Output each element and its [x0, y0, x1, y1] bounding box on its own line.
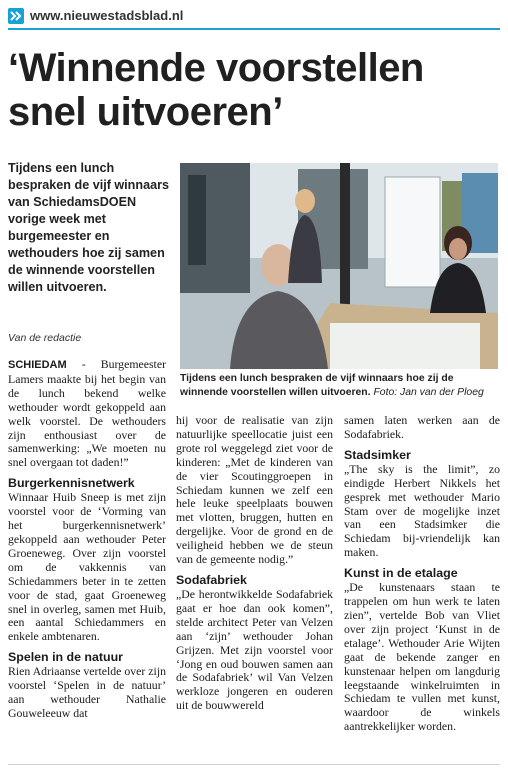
paragraph: „De herontwikkelde Sodafabriek gaat er hoe dan ook komen”, stelde architect Peter van Velzen aan ‘zijn’ wethouder Johan Grijzen. Met zijn voorstel voor ‘Jong en oud bouwen samen aan de Sodafabriek’ wil Van Velzen werkloze jongeren en ouderen uit de bouwwereld — [176, 586, 333, 713]
paragraph: hij voor de realisatie van zijn natuurlijke speellocatie juist een grote rol weggelegd ziet voor de kinderen: „Met de kinderen van de vier Scoutinggroepen in Schiedam kunnen we zelf een hele leuke speelplaats bouwen met vlotten, bruggen, hutten en dergelijke. Voor de grond en de veiligheid hebben we de steun van de gemeente nodig.” — [176, 413, 333, 567]
subheading: Burgerkennisnetwerk — [8, 476, 135, 491]
paragraph: „De kunstenaars staan te trappelen om hun werk te laten zien”, vertelde Bob van Vliet over zijn project ‘Kunst in de etalage’. Wethouder Arie Wijten gaat de bekende zanger en kunstenaar helpen om langdurig leegstaande winkelruimten in Schiedam te vullen met kunst, waardoor de winkels aantrekkelijker worden. — [344, 580, 500, 734]
article-byline: Van de redactie — [8, 332, 82, 344]
paragraph — [8, 358, 166, 470]
paragraph: Rien Adriaanse vertelde over zijn voorstel ‘Spelen in de natuur’ aan wethouder Nathalie Gouweleeuw dat — [8, 664, 166, 720]
double-chevron-icon — [8, 8, 24, 24]
photo-caption — [180, 372, 498, 399]
caption-text: Tijdens een lunch bespraken de vijf winnaars hoe zij de winnende voorstellen willen uitvoeren. — [180, 373, 454, 398]
subheading: Sodafabriek — [176, 572, 247, 587]
article-column-2 — [176, 414, 333, 713]
article-column-3 — [344, 414, 500, 734]
subheading: Kunst in de etalage — [344, 566, 458, 581]
photo-credit: Foto: Jan van der Ploeg — [373, 386, 484, 398]
site-header — [8, 6, 500, 30]
paragraph: samen laten werken aan de Sodafabriek. — [344, 413, 500, 441]
subheading: Stadsimker — [344, 447, 411, 462]
bottom-divider — [8, 764, 500, 765]
subheading: Spelen in de natuur — [8, 650, 123, 665]
paragraph-text: - Burgemeester Lamers maakte bij het begin van de lunch bekend welke wethouder wordt gekoppeld aan welk voorstel. De wethouders zijn enthousiast over de samenwerking: „We moeten nu snel overgaan tot daden!” — [8, 357, 166, 470]
article-intro: Tijdens een lunch bespraken de vijf winnaars van SchiedamsDOEN vorige week met burgemeester en wethouders hoe zij samen de winnende voorstellen willen uitvoeren. — [8, 161, 169, 294]
paragraph: Winnaar Huib Sneep is met zijn voorstel voor de ‘Vorming van het burgerkennisnetwerk’ gekoppeld aan wethouder Peter Groeneweg. Over zijn voorstel om de vakkennis van Schiedammers beter in te zetten voor de stad, gaat Groeneweg snel in overleg, samen met Huib, een aantal Schiedammers en enkele ambtenaren. — [8, 490, 166, 644]
dateline: SCHIEDAM — [8, 359, 67, 371]
article-column-1 — [8, 358, 166, 721]
paragraph: „The sky is the limit”, zo eindigde Herbert Nikkels het gesprek met wethouder Mario Stam over de mogelijke inzet van een Stadsimker die Schiedam bij-vriendelijk kan maken. — [344, 461, 500, 560]
site-url-link[interactable]: www.nieuwestadsblad.nl — [30, 8, 184, 23]
article-headline: ‘Winnende voorstellen snel uitvoeren’ — [8, 46, 424, 134]
article-photo — [180, 163, 498, 369]
